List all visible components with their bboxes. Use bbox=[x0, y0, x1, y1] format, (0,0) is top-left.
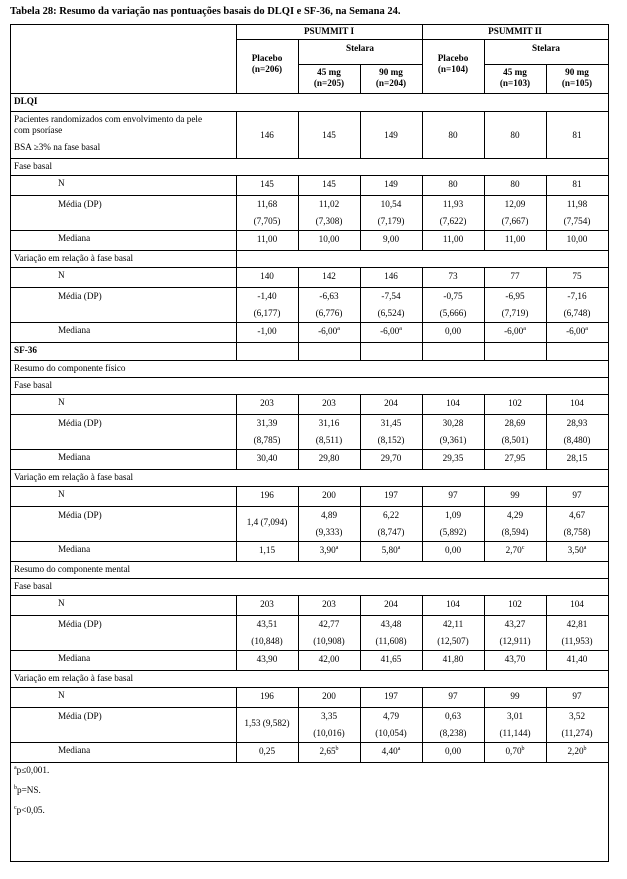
table-cell: 200 bbox=[322, 691, 336, 701]
results-table bbox=[10, 24, 609, 862]
table-cell: 203 bbox=[260, 599, 274, 609]
table-cell: 80 bbox=[510, 179, 520, 189]
header-s1-45mg: 45 mg (n=205) bbox=[313, 67, 345, 88]
table-cell: 43,51 (10,848) bbox=[251, 619, 283, 646]
table-cell: -6,00$^a$ bbox=[380, 325, 402, 336]
table-cell: 27,95 bbox=[504, 453, 526, 463]
footnote: $^a$p≤0,001. bbox=[14, 764, 50, 775]
row-label: N bbox=[58, 598, 65, 608]
table-cell: -7,16 (6,748) bbox=[563, 291, 591, 318]
table-cell: 29,35 bbox=[442, 453, 464, 463]
table-cell: 203 bbox=[260, 398, 274, 408]
header-stelara-2: Stelara bbox=[531, 43, 561, 53]
table-cell: 11,93 (7,622) bbox=[439, 199, 467, 226]
table-cell: 77 bbox=[510, 271, 520, 281]
subsection-heading: Resumo do componente mental bbox=[14, 564, 131, 574]
table-cell: 196 bbox=[260, 490, 274, 500]
table-cell: 97 bbox=[448, 691, 458, 701]
row-label: Pacientes randomizados com envolvimento da pele com psoríase BSA ≥3% na fase basal bbox=[14, 114, 203, 152]
table-cell: 196 bbox=[260, 691, 274, 701]
table-cell: 197 bbox=[384, 691, 398, 701]
table-cell: 11,68 (7,705) bbox=[253, 199, 281, 226]
table-cell: 197 bbox=[384, 490, 398, 500]
table-cell: 28,69 (8,501) bbox=[501, 418, 529, 445]
table-cell: 99 bbox=[510, 691, 520, 701]
table-cell: 9,00 bbox=[382, 234, 400, 244]
table-cell: 29,70 bbox=[380, 453, 402, 463]
row-label: Média (DP) bbox=[58, 711, 102, 721]
row-label: Mediana bbox=[58, 452, 91, 462]
table-cell: 11,98 (7,754) bbox=[563, 199, 591, 226]
table-cell: 11,00 bbox=[256, 234, 278, 244]
table-cell: 11,02 (7,308) bbox=[315, 199, 343, 226]
header-stelara-1: Stelara bbox=[345, 43, 375, 53]
table-cell: 0,70$^b$ bbox=[505, 745, 525, 756]
table-cell: 145 bbox=[260, 179, 274, 189]
table-cell: 41,80 bbox=[442, 654, 464, 664]
table-cell: 10,00 bbox=[566, 234, 588, 244]
table-cell: 28,93 (8,480) bbox=[563, 418, 591, 445]
table-cell: 204 bbox=[384, 599, 398, 609]
table-cell: 4,29 (8,594) bbox=[501, 510, 529, 537]
row-label: Média (DP) bbox=[58, 418, 102, 428]
table-cell: 3,52 (11,274) bbox=[561, 711, 593, 738]
header-psummit-2: PSUMMIT II bbox=[488, 26, 542, 36]
table-cell: 43,48 (11,608) bbox=[375, 619, 407, 646]
row-label: N bbox=[58, 489, 65, 499]
table-cell: 145 bbox=[322, 179, 336, 189]
row-label: Média (DP) bbox=[58, 291, 102, 301]
row-label: Mediana bbox=[58, 233, 91, 243]
row-label: N bbox=[58, 178, 65, 188]
header-s1-90mg: 90 mg (n=204) bbox=[375, 67, 407, 88]
subsection-heading: Fase basal bbox=[14, 581, 53, 591]
table-cell: 73 bbox=[448, 271, 458, 281]
table-cell: 1,4 (7,094) bbox=[246, 517, 288, 527]
table-cell: 10,54 (7,179) bbox=[377, 199, 405, 226]
table-cell: 97 bbox=[448, 490, 458, 500]
table-cell: 28,15 bbox=[566, 453, 588, 463]
table-cell: 2,65$^b$ bbox=[319, 745, 339, 756]
footnote: $^b$p=NS. bbox=[14, 784, 41, 795]
table-cell: -6,63 (6,776) bbox=[315, 291, 343, 318]
table-cell: 29,80 bbox=[318, 453, 340, 463]
row-label: Mediana bbox=[58, 325, 91, 335]
table-cell: 140 bbox=[260, 271, 274, 281]
table-cell: 4,79 (10,054) bbox=[375, 711, 407, 738]
table-cell: 4,40$^a$ bbox=[381, 745, 401, 756]
header-placebo-2: Placebo (n=104) bbox=[437, 53, 469, 74]
table-cell: 1,53 (9,582) bbox=[244, 718, 290, 728]
table-cell: 0,00 bbox=[444, 326, 462, 336]
table-cell: 104 bbox=[570, 599, 584, 609]
table-cell: 80 bbox=[448, 179, 458, 189]
table-cell: 142 bbox=[322, 271, 336, 281]
table-cell: 43,70 bbox=[504, 654, 526, 664]
subsection-heading: Variação em relação à fase basal bbox=[14, 472, 134, 482]
table-cell: 204 bbox=[384, 398, 398, 408]
row-label: Média (DP) bbox=[58, 619, 102, 629]
table-cell: 30,40 bbox=[256, 453, 278, 463]
table-cell: 146 bbox=[260, 130, 274, 140]
table-cell: 0,00 bbox=[444, 545, 462, 555]
table-cell: 31,45 (8,152) bbox=[377, 418, 405, 445]
table-cell: 104 bbox=[570, 398, 584, 408]
table-cell: 104 bbox=[446, 398, 460, 408]
table-cell: 41,40 bbox=[566, 654, 588, 664]
subsection-heading: Fase basal bbox=[14, 161, 53, 171]
row-label: N bbox=[58, 397, 65, 407]
table-cell: 4,67 (8,758) bbox=[563, 510, 591, 537]
table-cell: -6,00$^a$ bbox=[504, 325, 526, 336]
table-cell: 102 bbox=[508, 398, 522, 408]
table-cell: 42,81 (11,953) bbox=[561, 619, 593, 646]
table-cell: 203 bbox=[322, 599, 336, 609]
table-cell: 43,90 bbox=[256, 654, 278, 664]
table-cell: 0,25 bbox=[258, 746, 276, 756]
row-label: N bbox=[58, 270, 65, 280]
table-cell: 4,89 (9,333) bbox=[315, 510, 343, 537]
row-label: N bbox=[58, 690, 65, 700]
table-cell: 149 bbox=[384, 179, 398, 189]
table-cell: -1,40 (6,177) bbox=[253, 291, 281, 318]
table-cell: 99 bbox=[510, 490, 520, 500]
section-heading: SF-36 bbox=[14, 345, 37, 355]
table-cell: 31,16 (8,511) bbox=[315, 418, 343, 445]
table-cell: 1,15 bbox=[258, 545, 276, 555]
table-cell: 104 bbox=[446, 599, 460, 609]
table-cell: 11,00 bbox=[504, 234, 526, 244]
table-caption: Tabela 28: Resumo da variação nas pontuações basais do DLQI e SF-36, na Semana 24. bbox=[10, 6, 401, 17]
table-cell: 149 bbox=[384, 130, 398, 140]
table-cell: 97 bbox=[572, 691, 582, 701]
table-cell: 3,35 (10,016) bbox=[313, 711, 345, 738]
table-cell: 0,00 bbox=[444, 746, 462, 756]
header-s2-45mg: 45 mg (n=103) bbox=[499, 67, 531, 88]
table-cell: 146 bbox=[384, 271, 398, 281]
table-cell: 42,77 (10,908) bbox=[313, 619, 345, 646]
table-cell: 12,09 (7,667) bbox=[501, 199, 529, 226]
table-cell: 11,00 bbox=[442, 234, 464, 244]
subsection-heading: Fase basal bbox=[14, 380, 53, 390]
table-cell: -6,00$^a$ bbox=[566, 325, 588, 336]
header-psummit-1: PSUMMIT I bbox=[303, 26, 355, 36]
table-cell: 3,90$^a$ bbox=[319, 544, 339, 555]
row-label: Mediana bbox=[58, 544, 91, 554]
row-label: Média (DP) bbox=[58, 510, 102, 520]
table-cell: 0,63 (8,238) bbox=[439, 711, 467, 738]
subsection-heading: Variação em relação à fase basal bbox=[14, 673, 134, 683]
table-cell: 41,65 bbox=[380, 654, 402, 664]
table-cell: 5,80$^a$ bbox=[381, 544, 401, 555]
table-cell: -0,75 (5,666) bbox=[439, 291, 467, 318]
table-cell: 203 bbox=[322, 398, 336, 408]
table-cell: 1,09 (5,892) bbox=[439, 510, 467, 537]
footnote: $^c$p<0,05. bbox=[14, 804, 45, 815]
table-cell: 75 bbox=[572, 271, 582, 281]
table-cell: 145 bbox=[322, 130, 336, 140]
table-cell: 3,01 (11,144) bbox=[499, 711, 531, 738]
row-label: Mediana bbox=[58, 653, 91, 663]
table-cell: 200 bbox=[322, 490, 336, 500]
table-cell: -6,95 (7,719) bbox=[501, 291, 529, 318]
row-label: Mediana bbox=[58, 745, 91, 755]
table-cell: 30,28 (9,361) bbox=[439, 418, 467, 445]
table-cell: 31,39 (8,785) bbox=[253, 418, 281, 445]
table-cell: -1,00 bbox=[257, 326, 277, 336]
header-placebo-1: Placebo (n=206) bbox=[251, 53, 283, 74]
table-cell: 80 bbox=[510, 130, 520, 140]
table-cell: 2,70$^c$ bbox=[505, 544, 525, 555]
table-cell: -7,54 (6,524) bbox=[377, 291, 405, 318]
table-cell: 81 bbox=[572, 179, 582, 189]
header-s2-90mg: 90 mg (n=105) bbox=[561, 67, 593, 88]
table-cell: 3,50$^a$ bbox=[567, 544, 587, 555]
subsection-heading: Variação em relação à fase basal bbox=[14, 253, 134, 263]
table-cell: 102 bbox=[508, 599, 522, 609]
section-heading: DLQI bbox=[14, 96, 38, 106]
row-label: Média (DP) bbox=[58, 199, 102, 209]
table-cell: 10,00 bbox=[318, 234, 340, 244]
table-cell: 42,11 (12,507) bbox=[437, 619, 469, 646]
table-cell: 6,22 (8,747) bbox=[377, 510, 405, 537]
table-cell: 80 bbox=[448, 130, 458, 140]
table-cell: 43,27 (12,911) bbox=[499, 619, 531, 646]
table-cell: 42,00 bbox=[318, 654, 340, 664]
table-cell: 97 bbox=[572, 490, 582, 500]
table-cell: 2,20$^b$ bbox=[567, 745, 587, 756]
table-cell: -6,00$^a$ bbox=[318, 325, 340, 336]
subsection-heading: Resumo do componente físico bbox=[14, 363, 126, 373]
table-cell: 81 bbox=[572, 130, 582, 140]
